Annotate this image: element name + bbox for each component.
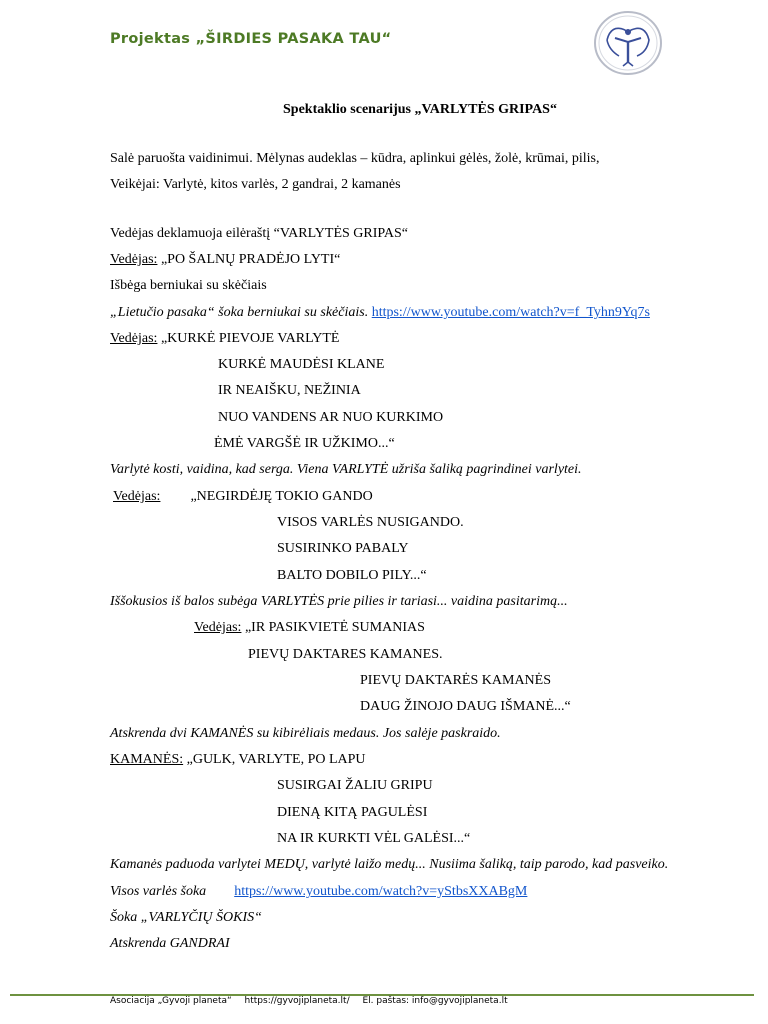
speaker-label: Vedėjas: (194, 620, 242, 635)
script-line-3: Išbėga berniukai su skėčiais (110, 278, 267, 293)
script-line-15: Iššokusios iš balos subėga VARLYTĖS prie pilies ir tariasi... vaidina pasitarimą... (110, 594, 568, 609)
verse-text: „KURKĖ PIEVOJE VARLYTĖ (157, 331, 340, 346)
document-title: Spektaklio scenarijus „VARLYTĖS GRIPAS“ (283, 102, 557, 117)
verse-text: „NEGIRDĖJĘ TOKIO GANDO (190, 489, 373, 504)
script-line-12: VISOS VARLĖS NUSIGANDO. (277, 515, 464, 530)
script-line-7: IR NEAIŠKU, NEŽINIA (218, 383, 361, 398)
script-line-16 (194, 620, 425, 636)
script-line-26 (110, 884, 527, 900)
script-line-19: DAUG ŽINOJO DAUG IŠMANĖ...“ (360, 699, 571, 714)
script-line-14: BALTO DOBILO PILY...“ (277, 568, 427, 583)
heart-figure-logo-icon (593, 10, 663, 76)
script-line-10: Varlytė kosti, vaidina, kad serga. Viena VARLYTĖ užriša šaliką pagrindinei varlytei. (110, 462, 582, 477)
script-line-9: ĖMĖ VARGŠĖ IR UŽKIMO...“ (214, 436, 395, 451)
youtube-link-1[interactable]: https://www.youtube.com/watch?v=f_Tyhn9Yq7s (371, 305, 650, 320)
script-line-20: Atskrenda dvi KAMANĖS su kibirėliais medaus. Jos salėje paskraido. (110, 726, 501, 741)
footer (110, 996, 518, 1006)
script-line-6: KURKĖ MAUDĖSI KLANE (218, 357, 385, 372)
script-line-13: SUSIRINKO PABALY (277, 541, 409, 556)
project-title: Projektas „ŠIRDIES PASAKA TAU“ (110, 31, 392, 47)
script-line-2 (110, 252, 340, 268)
script-line-1: Vedėjas deklamuoja eilėraštį “VARLYTĖS GRIPAS“ (110, 226, 408, 241)
verse-text: „IR PASIKVIETĖ SUMANIAS (241, 620, 425, 635)
script-line-4 (110, 305, 650, 321)
intro-line-2: Veikėjai: Varlytė, kitos varlės, 2 gandrai, 2 kamanės (110, 177, 401, 192)
youtube-link-2[interactable]: https://www.youtube.com/watch?v=yStbsXXABgM (234, 884, 528, 899)
script-line-21 (110, 752, 366, 768)
footer-url[interactable]: https://gyvojiplaneta.lt/ (244, 996, 350, 1006)
speaker-label: Vedėjas: (113, 489, 161, 504)
intro-line-1: Salė paruošta vaidinimui. Mėlynas audeklas – kūdra, aplinkui gėlės, žolė, krūmai, pilis, (110, 151, 600, 166)
script-line-18: PIEVŲ DAKTARĖS KAMANĖS (360, 673, 551, 688)
script-line-27: Šoka „VARLYČIŲ ŠOKIS“ (110, 910, 262, 925)
script-line-8: NUO VANDENS AR NUO KURKIMO (218, 410, 444, 425)
script-line-28: Atskrenda GANDRAI (110, 936, 230, 951)
speaker-label: KAMANĖS: (110, 752, 184, 767)
script-line-5 (110, 331, 339, 347)
script-line-25: Kamanės paduoda varlytei MEDŲ, varlytė laižo medų... Nusiima šaliką, taip parodo, kad pasveiko. (110, 857, 669, 872)
script-line-22: SUSIRGAI ŽALIU GRIPU (277, 778, 433, 793)
script-line-17: PIEVŲ DAKTARES KAMANES. (248, 647, 443, 662)
verse-text: „GULK, VARLYTE, PO LAPU (183, 752, 366, 767)
script-line-24: NA IR KURKTI VĖL GALĖSI...“ (277, 831, 471, 846)
footer-email[interactable]: El. paštas: info@gyvojiplaneta.lt (362, 996, 508, 1006)
stage-direction: „Lietučio pasaka“ šoka berniukai su skėčiais. (110, 305, 372, 320)
stage-direction: Visos varlės šoka (110, 884, 207, 899)
footer-org: Asociacija „Gyvoji planeta“ (110, 996, 232, 1006)
verse-text: „PO ŠALNŲ PRADĖJO LYTI“ (157, 252, 341, 267)
speaker-label: Vedėjas: (110, 252, 158, 267)
script-line-11 (113, 489, 373, 505)
speaker-label: Vedėjas: (110, 331, 158, 346)
script-line-23: DIENĄ KITĄ PAGULĖSI (277, 805, 428, 820)
